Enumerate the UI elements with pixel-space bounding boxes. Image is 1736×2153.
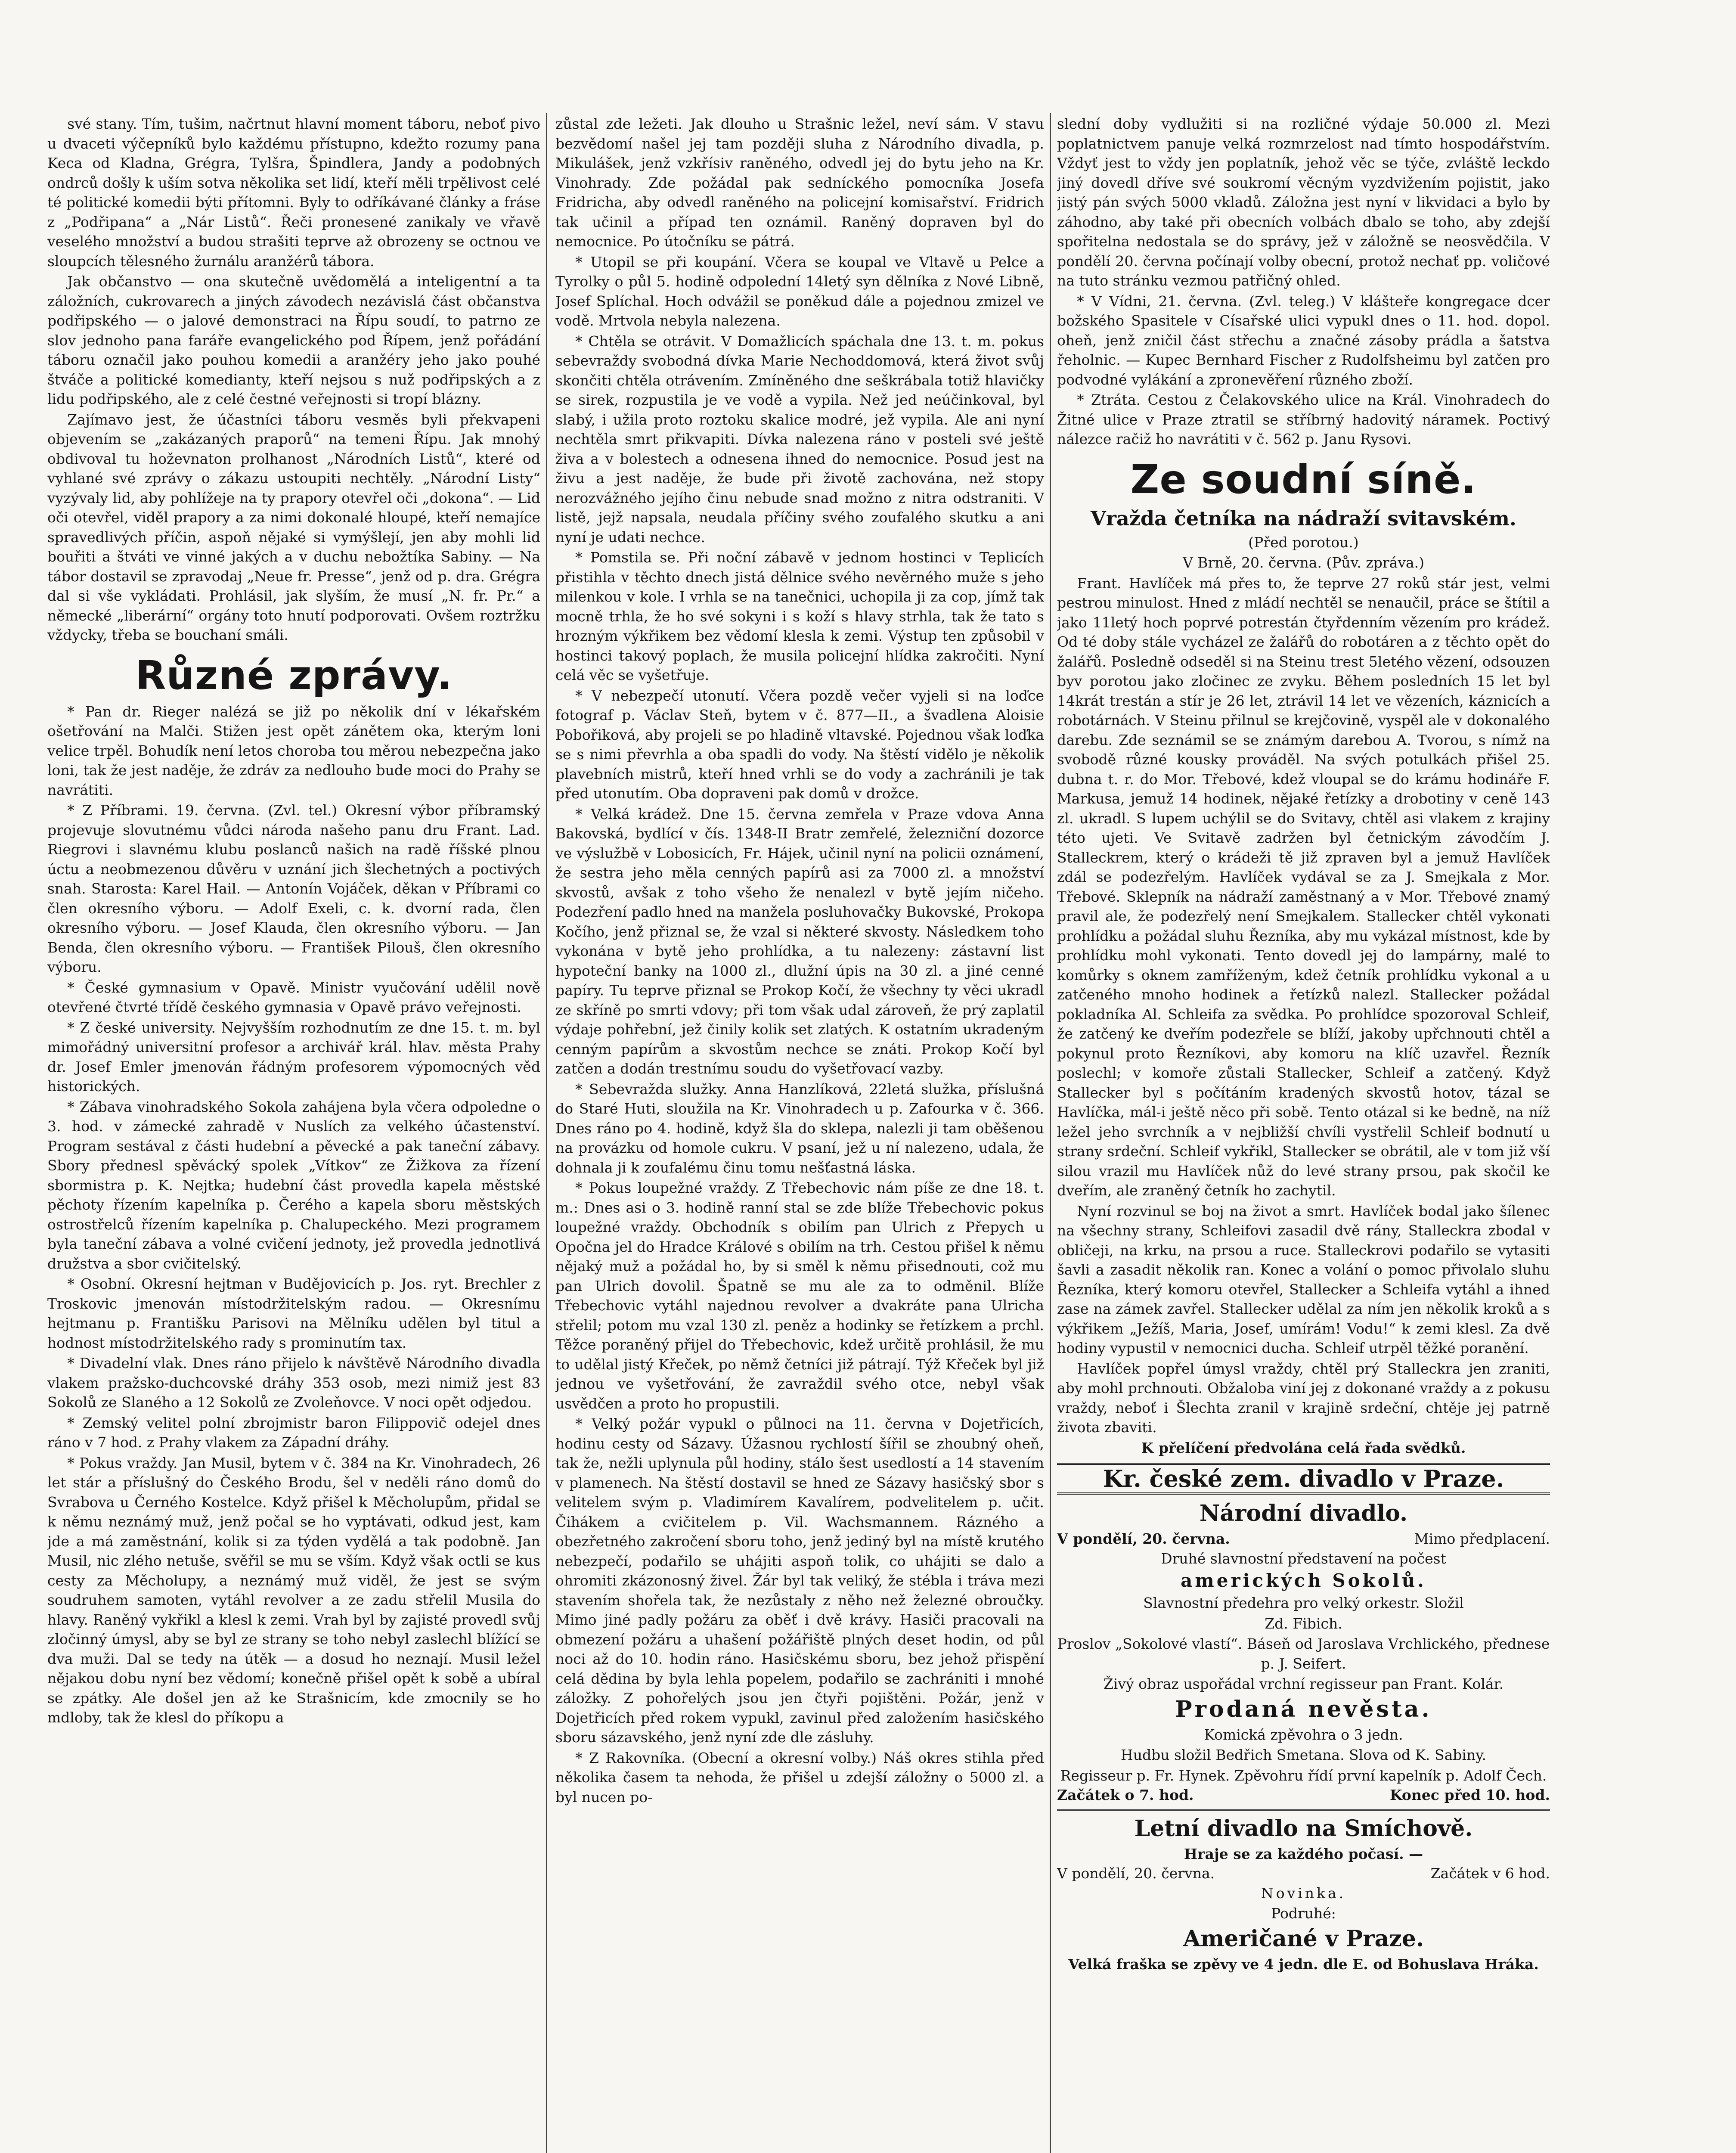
news-item: * Utopil se při koupání. Včera se koupal ve Vltavě u Pelce a Tyrolky o půl 5. hodině odpolední 14letý syn dělníka z Nové Libně, Josef Splíchal. Hoch odvážil se poněkud dále a pojednou zmizel ve vodě. Mrtvola nebyla nalezena. <box>555 253 1044 329</box>
programme-line: Regisseur p. Fr. Hynek. Zpěvohru řídí první kapelník p. Adolf Čech. <box>1060 1767 1547 1784</box>
programme-line: Slavnostní předehra pro velký orkestr. Složil <box>1143 1595 1464 1611</box>
column-2 <box>555 114 1044 2153</box>
programme-line: Hudbu složil Bedřich Smetana. Slova od K. Sabiny. <box>1120 1747 1486 1763</box>
programme-line: Druhé slavnostní představení na počest <box>1161 1550 1446 1567</box>
programme-times <box>1057 1785 1550 1805</box>
news-item: * V nebezpečí utonutí. Včera pozdě večer vyjeli si na loďce fotograf p. Václav Steň, bytem v č. 877—II., a švadlena Aloisie Pobořiková, aby projeli se po hladině vltavské. Pojednou však loďka se s nimi převrhla a oba spadli do vody. Na štěstí vidělo je několik plavebních mistrů, kteří hned vrhli se do vody a zachránili je tak před utonutím. Oba dopraveni pak domů v drožce. <box>555 687 1044 802</box>
news-item: * Pokus loupežné vraždy. Z Třebechovic nám píše ze dne 18. t. m.: Dnes asi o 3. hodině ranní stal se zde blíže Třebechovic pokus loupežné vraždy. Obchodník s obilím pan Ulrich z Přepych u Opočna jel do Hradce Králové s obilím na trh. Cestou přišel k němu nějaký muž a požádal ho, by si směl k němu přisednouti, což mu pan Ulrich dovolil. Špatně se mu ale za to odměnil. Blíže Třebechovic vytáhl najednou revolver a dvakráte pana Ulricha střelil; potom mu vzal 130 zl. peněz a hodinky se řetízkem a prchl. Těžce poraněný přijel do Třebechovic, kdež určitě prohlásil, že mu to udělal jistý Křeček, po němž četníci již pátrají. Týž Křeček byl již jednou ve vyšetřování, že zavraždil svého otce, nebyl však usvědčen a proto ho propustili. <box>555 1179 1044 1412</box>
programme-title: amerických Sokolů. <box>1181 1570 1426 1591</box>
programme-line: Hraje se za každého počasí. — <box>1184 1845 1423 1862</box>
news-item: * Ztráta. Cestou z Čelakovského ulice na Král. Vinohradech do Žitné ulice v Praze ztratil se stříbrný hadovitý náramek. Poctivý nálezce račiž ho navrátiti v č. 562 p. Janu Rysovi. <box>1057 391 1550 447</box>
article-paragraph: Jak občanstvo — ona skutečně uvědomělá a inteligentní a ta záložních, cukrovarech a jiných závodech nezávislá část občanstva podřipského — o jalové demonstraci na Řípu soudí, to patrno ze slov jednoho pana faráře evangelického pod Řípem, jenž pořádání táboru označil jako pouhou komedii a aranžéry jeho jako pouhé štváče a politické komedianty, kteří nejsou s nuž podřipských a z lidu podřipského, ale z celé čestné veřejnosti si tropí blázny. <box>47 273 540 407</box>
programme-line: Podruhé: <box>1271 1905 1336 1922</box>
end-time: Konec před 10. hod. <box>1389 1787 1550 1803</box>
programme-line <box>1057 1529 1550 1549</box>
column-rule <box>1050 113 1051 2153</box>
news-item: * Sebevražda služky. Anna Hanzlíková, 22letá služka, příslušná do Staré Huti, sloužila na Kr. Vinohradech u p. Zafourka v č. 366. Dnes ráno po 4. hodině, když šla do sklepa, nalezli ji tam oběšenou na provázku od homole cukru. V psaní, jež u ní nalezeno, udala, že dohnala ji k zoufalému činu tomu nešťastná láska. <box>555 1080 1044 1176</box>
news-item: slední doby vydlužiti si na rozličné výdaje 50.000 zl. Mezi poplatnictvem panuje velká rozmrzelost nad tímto hospodářstvím. Vždyť jest to vždy jen poplatník, jehož věc se týče, zvláště leckdo jiný dovedl dříve své soukromí věcným vyzdvižením pojistit, jako jistý pán svých 5000 vkladů. Záložna jest nyní v likvidaci a bylo by záhodno, aby také při obecních volbách dbalo se toho, aby zdejší spořitelna nedostala se do správy, jež v záložně se neosvědčila. V pondělí 20. června počínají volby obecní, protož nechať pp. voličové na tuto stránku vezmou patřičný ohled. <box>1057 115 1550 289</box>
programme-line: Živý obraz uspořádal vrchní regisseur pan Frant. Kolár. <box>1103 1675 1504 1692</box>
news-item: * Pomstila se. Při noční zábavě v jednom hostinci v Teplicích přistihla v těchto dnech jistá dělnice svého nevěrného muže s jeho milenkou v kole. I vrhla se na tanečnici, uchopila ji za cop, jímž tak mocně trhla, že ho své sokyni i s koží s hlavy strhla, tak že tato s hrozným výkřikem bez vědomí klesla k zemi. Výstup ten způsobil v hostinci takový poplach, že musila policejní hlídka zakročiti. Nyní celá věc se vyšetřuje. <box>555 549 1044 683</box>
news-item: * Z české university. Nejvyšším rozhodnutím ze dne 15. t. m. byl mimořádný universitní profesor a archivář král. hlav. města Prahy dr. Josef Emler jmenován řádným profesorem výpomocných věd historických. <box>47 1019 540 1095</box>
column-3 <box>1057 114 1550 2153</box>
news-item: * Velký požár vypukl o půlnoci na 11. června v Dojetřicích, hodinu cesty od Sázavy. Úžasnou rychlostí šířil se zhoubný oheň, tak že, nežli uplynula půl hodiny, stálo šest usedlostí a 14 stavením v plamenech. Na štěstí dostavil se hned ze Sázavy hasičský sbor s velitelem svým p. Vladimírem Kavalírem, podvelitelem p. učit. Čihákem a cvičitelem p. Vil. Wachsmannem. Rázného a obezřetného zakročení sboru toho, jenž jediný byl na místě krutého nebezpečí, podařilo se uhájiti aspoň tolik, co uhájiti se dalo a ohromiti zkázonosný živel. Žár byl tak veliký, že stébla i tráva mezi stavením shořela tak, že nezůstaly z něho než železné obroučky. Mimo jiné padly požáru za oběť i dvě krávy. Hasiči pracovali na obmezení požáru a uhašení požářiště plných deset hodin, od půl noci až do 10. hodin ráno. Hasičskému sboru, bez jehož přispění celá dědina by byla lehla popelem, podařilo se zachrániti i mnohé záložky. Z pohořelých jsou jen čtyři pojištěni. Požár, jenž v Dojetřicích před rokem vypukl, zavinul před založením hasičského sboru sázavského, jenž nyní zde dle zásluhy. <box>555 1415 1044 1746</box>
start-time: Začátek o 7. hod. <box>1057 1787 1194 1803</box>
theatre-heading: Národní divadlo. <box>1199 1500 1408 1526</box>
news-item: * České gymnasium v Opavě. Ministr vyučování udělil nově otevřené čtvrté třídě českého gymnasia v Opavě právo veřejnosti. <box>47 979 540 1015</box>
news-item: * Chtěla se otrávit. V Domažlicích spáchala dne 13. t. m. pokus sebevraždy svobodná dívka Marie Nechoddomová, která život svůj skončiti chtěla otrávením. Zmíněného dne seškrábala totiž hlavičky se sirek, rozpustila je ve vodě a vypila. Než jed neúčinkoval, byl slabý, i užila proto roztoku skalice modré, jež vypila. Ale ani nyní nechtěla smrt přikvapiti. Dívka nalezena ráno v posteli své ještě živa a v bolestech a odnesena ihned do nemocnice. Posud jest na živu a jest naděje, že bude při životě zachována, než stopy nerozvážného jejího činu nebude snad možno z nitra odstraniti. V listě, jejž napsala, neudala příčiny svého zoufalého skutku a ani nyní je udati nechce. <box>555 332 1044 546</box>
trial-dateline: V Brně, 20. června. (Pův. zpráva.) <box>1182 554 1425 571</box>
column-1 <box>47 114 540 2153</box>
section-heading: Různé zprávy. <box>135 652 453 698</box>
news-item: * Zemský velitel polní zbrojmistr baron Filippovič odejel dnes ráno v 7 hod. z Prahy vlakem za Západní dráhy. <box>47 1414 540 1451</box>
play-title: Američané v Praze. <box>1183 1925 1424 1952</box>
theatre-banner: Kr. české zem. divadlo v Praze. <box>1057 1463 1550 1495</box>
trial-paragraph: Frant. Havlíček má přes to, že teprve 27 roků stár jest, velmi pestrou minulost. Hned z mládí nechtěl se nenaučil, práce se štítil a jako 11letý hoch poprvé potrestán čtyřdenním vězením pro krádež. Od té doby stále vycházel ze žalářů do robotáren a z těchto opět do žalářů. Posledně odseděl si na Steinu trest 5letého vězení, odsouzen byv porotou jako zločinec ze zvyku. Během posledních 15 let byl 14krát trestán a stír je 26 let, ztrávil 14 let ve vězeních, káznicích a robotárnách. V Steinu přilnul se krejčovině, vyspěl ale v dokonalého darebu. Zde seznámil se se známým darebou A. Tvorou, s nímž na svobodě různé kousky prováděl. Na svých potulkách přišel 25. dubna t. r. do Mor. Třebové, kdež vloupal se do krámu hodináře F. Markusa, jemuž 14 hodinek, nějaké řetízky a drobotiny v ceně 143 zl. ukradl. S lupem uchýlil se do Svitavy, chtěl asi vlakem z krajiny této ujeti. Ve Svitavě zadržen byl četnickým závodčím J. Stalleckrem, který o krádeži tě již zpraven byl a jemuž Havlíček zdál se podezřelým. Havlíček vydával se za J. Smejkala z Mor. Třebové. Sklepník na nádraží zaměstnaný a v Mor. Třebové znamý pravil ale, že podezřelý není Smejkalem. Stallecker chtěl vykonati prohlídku a požádal sluhu Řezníka, aby mu vykázal místnost, kde by prohlídku mohl vykonati. Tento dovedl jej do lampárny, malé to komůrky s oknem zamříženým, kdež četník prohlídku vykonal a u zatčeného mnoho hodinek a řetízků nalezl. Stallecker požádal pokladníka Al. Schleifa za svědka. Po prohlídce spozoroval Schleif, že zatčený ke dveřím podezřele se blíží, jakoby upřchnouti chtěl a pokynul proto Řezníkovi, aby komoru na klíč uzavřel. Řezník poslechl; v komoře zůstali Stallecker, Schleif a zatčený. Když Stallecker byl s počítáním kradených skvostů hotov, tázal se Havlíčka, mál-i ještě něco při sobě. Tento otázal si ke bedně, na níž ležel jeho svrchník a v nejbližší chvíli vystřelil Schleif bodnutí u strany srdeční. Schleif vykřikl, Stallecker se obrátil, ale v tom již vší silou vrazil mu Havlíček nůž do levé strany prsou, pak skočil ke dveřím, ale zraněný četník ho zachytil. <box>1057 574 1550 1199</box>
programme-line: Proslov „Sokolové vlastí“. Báseň od Jaroslava Vrchlického, přednese p. J. Seifert. <box>1057 1635 1550 1672</box>
trial-subhead: (Před porotou.) <box>1248 534 1359 551</box>
opera-title: Prodaná nevěsta. <box>1175 1696 1432 1722</box>
trial-paragraph: Nyní rozvinul se boj na život a smrt. Havlíček bodal jako šílenec na všechny strany, Schleifovi zasadil dvě rány, Stalleckra zbodal v obličeji, na krku, na prsou a ruce. Stalleckrovi podařilo se vytasiti šavli a zasadit několik ran. Konec a volání o pomoc přivolalo sluhu Řezníka, který komoru otevřel, Stallecker a Schleifa vytáhl a ihned zase na zámek zavřel. Stallecker udělal za ním jen několik kroků a s výkřikem „Ježíš, Maria, Josef, umírám! Vodu!“ k zemi klesl. Za dvě hodiny vypustil v nemocnici ducha. Schleif utrpěl těžké poranění. <box>1057 1202 1550 1356</box>
programme-line <box>1057 1864 1550 1883</box>
news-item: * Z Příbrami. 19. června. (Zvl. tel.) Okresní výbor příbramský projevuje slovutnému vůdci národa našeho panu dru Frant. Lad. Riegrovi i slavnému klubu poslanců našich na radě říšské plnou úctu a neobmezenou důvěru v uznání jich šlechetných a poctivých snah. Starosta: Karel Hail. — Antonín Vojáček, děkan v Příbrami co člen okresního výboru. — Adolf Exeli, c. k. dvorní rada, člen okresního výboru. — Josef Klauda, člen okresního výboru. — Jan Benda, člen okresního výboru. — František Pilouš, člen okresního výboru. <box>47 802 540 975</box>
news-item: * Z Rakovníka. (Obecní a okresní volby.) Náš okres stihla před několika časem ta nehoda, že přišel u zdejší záložny o 5000 zl. a byl nucen po- <box>555 1749 1044 1806</box>
news-item: * V Vídni, 21. června. (Zvl. teleg.) V klášteře kongregace dcer božského Spasitele v Císařské ulici vypukl dnes o 11. hod. dopol. oheň, jenž zničil část střechu a značné zásoby prádla a šatstva řeholnic. — Kupec Bernhard Fischer z Rudolfsheimu byl zatčen pro podvodné vylákání a zpronevěření různého zboží. <box>1057 292 1550 388</box>
article-paragraph: své stany. Tím, tušim, načrtnut hlavní moment táboru, neboť pivo u dvaceti výčepníků bylo každému přístupno, kdežto rozumy pana Keca od Kladna, Grégra, Tylšra, Špindlera, Jandy a podobných ondrců došly k uším sotva několika set lidí, kteří měli trpělivost celé té politické komedii býti přítomni. Byly to odříkávané články a fráse z „Podřipana“ a „Nár Listů“. Řeči pronesené zanikaly ve vřavě veselého množství a budou strašiti teprve až obrozeny se octnou ve sloupcích tělesného žurnálu aranžérů tábora. <box>47 115 540 270</box>
article-paragraph: Zajímavo jest, že účastníci táboru vesměs byli překvapeni objevením se „zakázaných praporů“ na temeni Řípu. Jak mnohý obdivoval tu hoževnaton prolhanost „Národních Listů“, které od vyhlané své zprávy o zákazu ustoupiti nechtěly. „Národní Listy“ vyzývaly lid, aby pohlížeje na ty prapory otevřel oči „dokona“. — Lid oči otevřel, viděl prapory a za nimi dokonalé hloupé, kteří nemajíce spravedlivých příčin, aspoň nějaké si vymýšlejí, jen aby mohli lid bouřiti a štváti ve vinné jakých a v duchu nebožtíka Sabiny. — Na tábor dostavil se zpravodaj „Neue fr. Presse“, jenž od p. dra. Grégra dal si vše vykládati. Prohlásil, jak slyším, že musí „N. fr. Pr.“ a německé „liberární“ orgány toto hnutí podporovati. Ovšem roztržku vždycky, třeba se bouchaní smáli. <box>47 411 540 643</box>
section-heading: Ze soudní síně. <box>1130 456 1477 503</box>
news-item: zůstal zde ležeti. Jak dlouho u Strašnic ležel, neví sám. V stavu bezvědomí našel jej tam později sluha z Národního divadla, p. Mikulášek, jenž vzkřísiv raněného, odvedl jej do bytu jeho na Kr. Vinohrady. Zde požádal pak sedníckého pomocníka Josefa Fridricha, aby odvedl raněného na policejní komisařství. Fridrich tak učinil a případ ten oznámil. Raněný dopraven byl do nemocnice. Po útočníku se pátrá. <box>555 115 1044 250</box>
summer-theatre-heading: Letní divadlo na Smíchově. <box>1134 1815 1473 1842</box>
trial-headline: Vražda četníka na nádraží svitavském. <box>1091 506 1516 530</box>
news-item: * Pokus vraždy. Jan Musil, bytem v č. 384 na Kr. Vinohradech, 26 let stár a příslušný do Českého Brodu, šel v neděli ráno domů do Svrabova u Černého Kostelce. Když přišel k Měcholupům, přidal se k němu neznámý muž, jenž počal se ho vyptávati, odkud jest, kam jde a má zaměstnání, kolik si za týden vydělá a tak podobně. Jan Musil, nic zlého netuše, svěřil se mu se vším. Když však octli se kus cesty za Měcholupy, a neznámý muž viděl, že jest se svým soudruhem samoten, vytáhl revolver a ze zadu střelil Musila do hlavy. Raněný vykřikl a klesl k zemi. Vrah byl by zajisté provedl svůj zločinný úmysl, aby se byl ze strany se toho nebyl zaslechl blížící se dva muži. Dal se tedy na útěk — a dosud ho neznají. Musil ležel nějakou dobu nyní bez vědomí; konečně přišel opět k sobě a ubíral se zpátky. Ale došel jen až ke Strašnicím, kde zmocnily se ho mdloby, tak že klesl do příkopu a <box>47 1454 540 1726</box>
programme-line: Novinka. <box>1261 1884 1346 1902</box>
news-item: * Divadelní vlak. Dnes ráno přijelo k návštěvě Národního divadla vlakem pražsko-duchcovské dráhy 353 osob, mezi nimiž jest 83 Sokolů ze Slaného a 12 Sokolů ze Zvoleňovce. V noci opět odjedou. <box>47 1355 540 1411</box>
programme-line: Velká fraška se zpěvy ve 4 jedn. dle E. od Bohuslava Hráka. <box>1068 1955 1539 1973</box>
news-item: * Velká krádež. Dne 15. června zemřela v Praze vdova Anna Bakovská, bydlící v čís. 1348-II Bratr zemřelé, železniční dozorce ve výslužbě v Lobosicích, Fr. Hájek, učinil nyní na policii oznámení, že sestra jeho měla cenných papírů asi za 7000 zl. a množství skvostů, avšak z toho všeho že nenalezl v bytě jejím ničeho. Podezření padlo hned na manžela posluhovačky Bukovské, Prokopa Kočího, jenž přiznal se, že vzal si některé skvosty. Následkem toho vykonána v bytě jeho prohlídka, a tu nalezeny: zástavní list hypoteční banky na 1000 zl., dlužní úpis na 30 zl. a jiné cenné papíry. Tu teprve přiznal se Prokop Kočí, že všechny ty věci ukradl ze skříně po smrti vdovy; při tom však udal zároveň, že prý zaplatil výdaje pohřební, jež činily kolik set zlatých. K ostatním ukradeným cenným papírům a skvostům nechce se znáti. Prokop Kočí byl zatčen a dodán trestnímu soudu do vyšetřovací vazby. <box>555 805 1044 1077</box>
divider <box>1057 1809 1550 1811</box>
start-time: Začátek v 6 hod. <box>1430 1865 1550 1882</box>
news-item: * Osobní. Okresní hejtman v Budějovicích p. Jos. ryt. Brechler z Troskovic jmenován místodržitelským radou. — Okresnímu hejtmanu p. Františku Parisovi na Mělníku udělen byl titul a hodnost místodržitelského rady s prominutím tax. <box>47 1275 540 1351</box>
news-item: * Zábava vinohradského Sokola zahájena byla včera odpoledne o 3. hod. v zámecké zahradě v Nuslích za velkého účastenství. Program sestával z části hudební a pěvecké a pak taneční zábavy. Sbory přednesl spěvácký spolek „Vítkov“ ze Žižkova za řízení sbormistra p. K. Nejtka; hudební část provedla kapela městské pěchoty řízením kapelníka p. Čerého a kapela sboru městských ostrostřelců řízením kapelníka p. Chalupeckého. Mezi programem byla taneční zábava a volné cvičení jednoty, jež provedla jednotlivá družstva a sbor cvičitelský. <box>47 1098 540 1272</box>
news-item: * Pan dr. Rieger nalézá se již po několik dní v lékařském ošetřování na Malči. Stižen jest opět zánětem oka, kterým loni velice trpěl. Bohudík není letos choroba tou měrou nebezpečna jako loni, tak že jest naděje, že zdráv za nedlouho bude moci do Prahy se navrátiti. <box>47 703 540 798</box>
trial-paragraph: K přelíčení předvolána celá řada svědků. <box>1141 1439 1466 1456</box>
programme-date: V pondělí, 20. června. <box>1057 1865 1215 1882</box>
trial-paragraph: Havlíček popřel úmysl vraždy, chtěl prý Stalleckra jen zraniti, aby mohl prchnouti. Obžaloba viní jej z dokonané vraždy a z pokusu vraždy, neboť i Šlechta zranil v krajině srdeční, chtěje jej patrně života zbaviti. <box>1057 1360 1550 1436</box>
programme-line: Komická zpěvohra o 3 jedn. <box>1204 1726 1403 1743</box>
column-rule <box>546 113 547 2153</box>
programme-note: Mimo předplacení. <box>1414 1530 1550 1547</box>
programme-date: V pondělí, 20. června. <box>1057 1530 1230 1547</box>
programme-line: Zd. Fibich. <box>1265 1615 1342 1632</box>
